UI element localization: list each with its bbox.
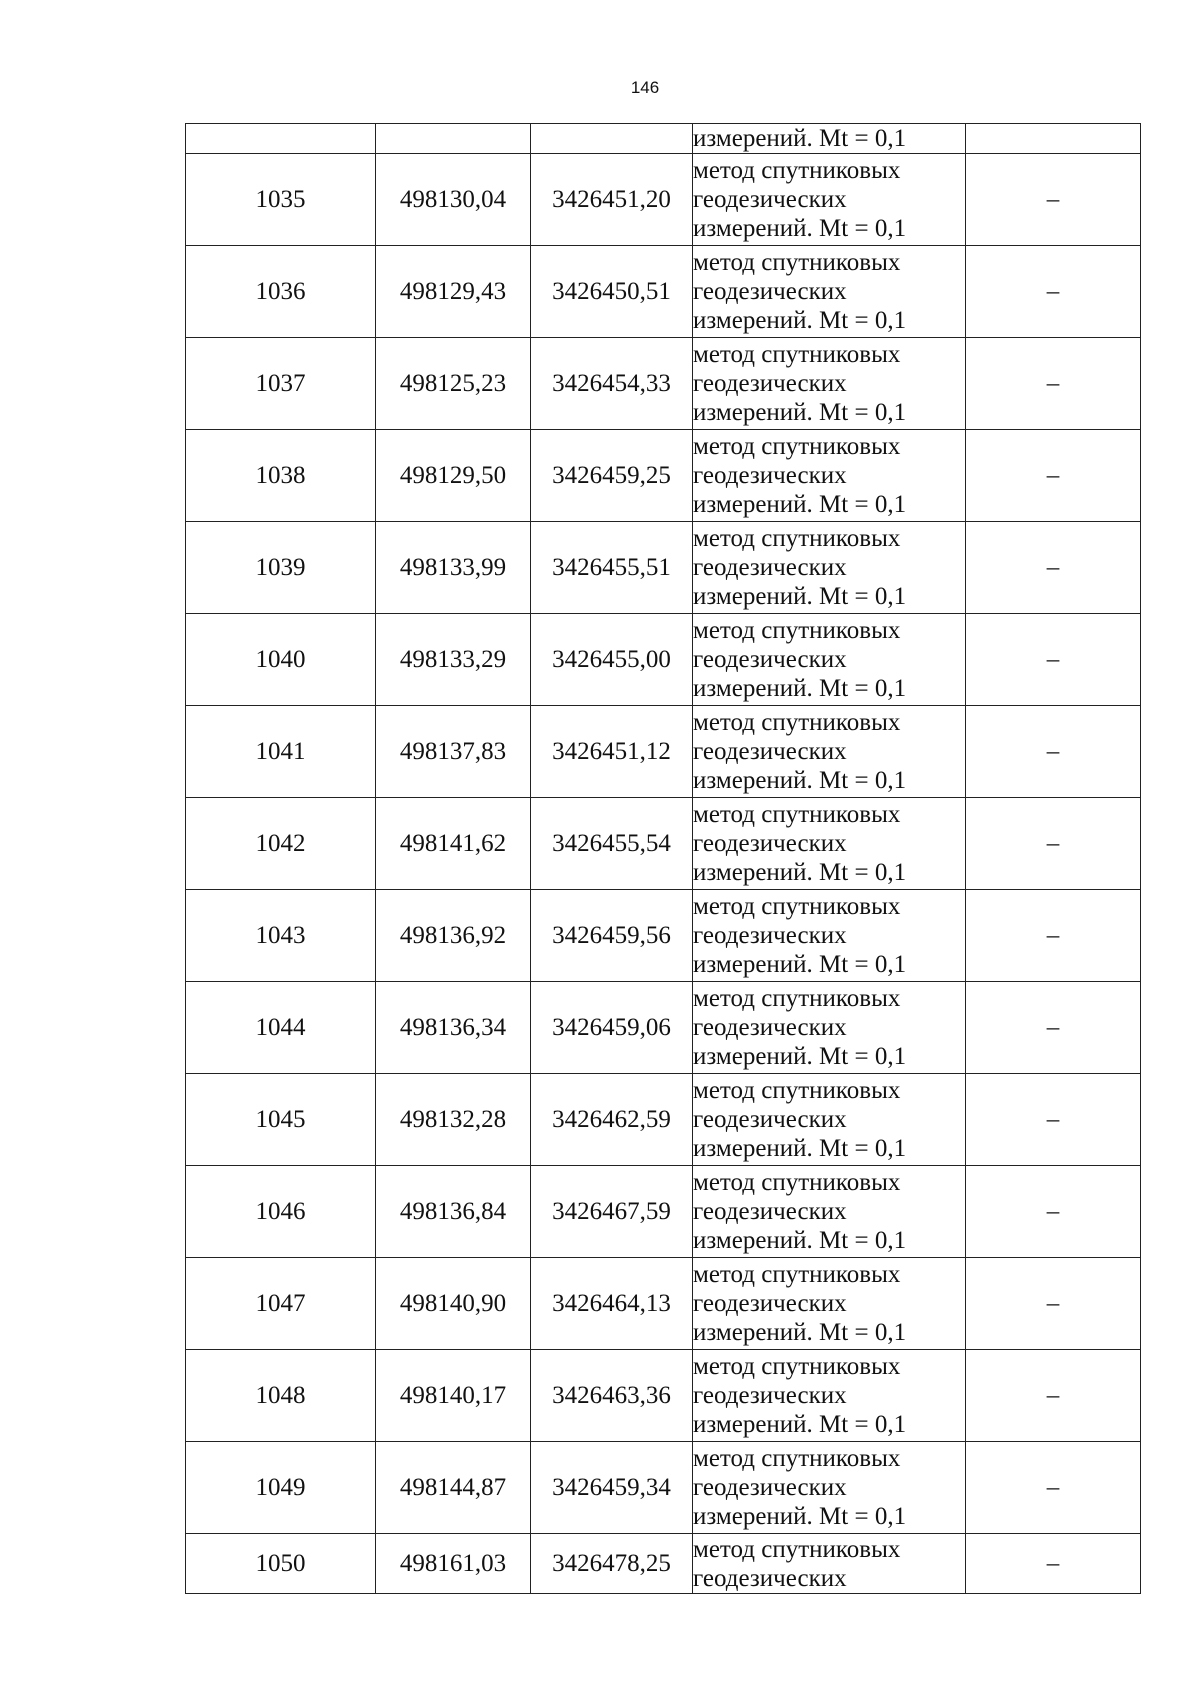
method-text: измерений. Mt = 0,1 — [693, 859, 907, 886]
point-number-cell: 1050 — [186, 1534, 376, 1594]
x-coordinate-cell: 498130,04 — [376, 154, 531, 246]
method-text: измерений. Mt = 0,1 — [693, 1135, 907, 1162]
note-cell: – — [966, 430, 1141, 522]
point-number-cell: 1048 — [186, 1350, 376, 1442]
x-coordinate-cell: 498144,87 — [376, 1442, 531, 1534]
method-text: метод спутниковых — [693, 1445, 901, 1472]
table-row — [186, 890, 1141, 982]
note-cell: – — [966, 246, 1141, 338]
method-cell — [693, 798, 966, 890]
point-number-cell: 1040 — [186, 614, 376, 706]
method-cell — [693, 1442, 966, 1534]
point-number-cell: 1041 — [186, 706, 376, 798]
method-text: метод спутниковых — [693, 157, 901, 184]
y-coordinate-cell: 3426463,36 — [531, 1350, 693, 1442]
x-coordinate-cell: 498133,29 — [376, 614, 531, 706]
method-text: метод спутниковых — [693, 617, 901, 644]
table-row — [186, 154, 1141, 246]
note-cell: – — [966, 1258, 1141, 1350]
method-text: геодезических — [693, 1014, 847, 1041]
table-row — [186, 522, 1141, 614]
method-text: геодезических — [693, 1564, 847, 1592]
method-text: геодезических — [693, 646, 847, 673]
method-cell — [693, 246, 966, 338]
table-row — [186, 338, 1141, 430]
method-text: геодезических — [693, 1474, 847, 1501]
method-text: метод спутниковых — [693, 433, 901, 460]
method-text: измерений. Mt = 0,1 — [693, 951, 907, 978]
table-row — [186, 430, 1141, 522]
table-row — [186, 1258, 1141, 1350]
x-coordinate-cell: 498137,83 — [376, 706, 531, 798]
method-text: геодезических — [693, 1382, 847, 1409]
note-cell: – — [966, 1534, 1141, 1594]
method-text: геодезических — [693, 922, 847, 949]
x-coordinate-cell: 498129,50 — [376, 430, 531, 522]
x-coordinate-cell: 498125,23 — [376, 338, 531, 430]
y-coordinate-cell: 3426459,25 — [531, 430, 693, 522]
method-text: измерений. Mt = 0,1 — [693, 307, 907, 334]
method-text: геодезических — [693, 1106, 847, 1133]
table-row-partial-top — [186, 124, 1141, 154]
note-cell: – — [966, 338, 1141, 430]
y-coordinate-cell: 3426455,54 — [531, 798, 693, 890]
method-text: измерений. Mt = 0,1 — [693, 125, 907, 152]
x-coordinate-cell: 498136,92 — [376, 890, 531, 982]
x-coordinate-cell: 498136,84 — [376, 1166, 531, 1258]
method-text: измерений. Mt = 0,1 — [693, 1043, 907, 1070]
point-number-cell: 1036 — [186, 246, 376, 338]
note-cell: – — [966, 1166, 1141, 1258]
y-coordinate-cell: 3426467,59 — [531, 1166, 693, 1258]
point-number-cell: 1044 — [186, 982, 376, 1074]
table-row — [186, 1442, 1141, 1534]
point-number-cell — [186, 124, 376, 154]
note-cell: – — [966, 798, 1141, 890]
method-text: метод спутниковых — [693, 341, 901, 368]
method-text: измерений. Mt = 0,1 — [693, 583, 907, 610]
x-coordinate-cell: 498140,90 — [376, 1258, 531, 1350]
method-text: метод спутниковых — [693, 801, 901, 828]
method-text: геодезических — [693, 370, 847, 397]
x-coordinate-cell: 498161,03 — [376, 1534, 531, 1594]
table-row — [186, 706, 1141, 798]
method-text: измерений. Mt = 0,1 — [693, 399, 907, 426]
method-text: измерений. Mt = 0,1 — [693, 1503, 907, 1530]
table-row — [186, 1074, 1141, 1166]
note-cell: – — [966, 890, 1141, 982]
x-coordinate-cell: 498140,17 — [376, 1350, 531, 1442]
point-number-cell: 1049 — [186, 1442, 376, 1534]
x-coordinate-cell: 498133,99 — [376, 522, 531, 614]
point-number-cell: 1038 — [186, 430, 376, 522]
table-row — [186, 246, 1141, 338]
x-coordinate-cell: 498141,62 — [376, 798, 531, 890]
method-cell — [693, 154, 966, 246]
point-number-cell: 1042 — [186, 798, 376, 890]
method-cell — [693, 522, 966, 614]
method-text: геодезических — [693, 278, 847, 305]
method-cell — [693, 614, 966, 706]
method-cell — [693, 124, 966, 154]
note-cell: – — [966, 1074, 1141, 1166]
method-cell — [693, 430, 966, 522]
method-text: геодезических — [693, 830, 847, 857]
method-text: геодезических — [693, 738, 847, 765]
y-coordinate-cell: 3426464,13 — [531, 1258, 693, 1350]
method-cell — [693, 982, 966, 1074]
note-cell: – — [966, 154, 1141, 246]
method-text: измерений. Mt = 0,1 — [693, 1411, 907, 1438]
y-coordinate-cell: 3426459,56 — [531, 890, 693, 982]
y-coordinate-cell: 3426451,20 — [531, 154, 693, 246]
note-cell: – — [966, 706, 1141, 798]
point-number-cell: 1043 — [186, 890, 376, 982]
method-text: измерений. Mt = 0,1 — [693, 1319, 907, 1346]
point-number-cell: 1047 — [186, 1258, 376, 1350]
note-cell: – — [966, 522, 1141, 614]
method-text: метод спутниковых — [693, 1077, 901, 1104]
y-coordinate-cell: 3426459,06 — [531, 982, 693, 1074]
y-coordinate-cell: 3426451,12 — [531, 706, 693, 798]
method-text: измерений. Mt = 0,1 — [693, 767, 907, 794]
y-coordinate-cell: 3426454,33 — [531, 338, 693, 430]
method-text: геодезических — [693, 1290, 847, 1317]
y-coordinate-cell — [531, 124, 693, 154]
coordinates-table — [185, 123, 1141, 1594]
method-text: геодезических — [693, 554, 847, 581]
y-coordinate-cell: 3426459,34 — [531, 1442, 693, 1534]
table-row — [186, 1534, 1141, 1594]
table-row — [186, 798, 1141, 890]
method-text: геодезических — [693, 1198, 847, 1225]
y-coordinate-cell: 3426455,00 — [531, 614, 693, 706]
point-number-cell: 1046 — [186, 1166, 376, 1258]
method-cell — [693, 1534, 966, 1594]
y-coordinate-cell: 3426450,51 — [531, 246, 693, 338]
method-cell — [693, 1258, 966, 1350]
method-text: измерений. Mt = 0,1 — [693, 675, 907, 702]
note-cell — [966, 124, 1141, 154]
method-text: измерений. Mt = 0,1 — [693, 1227, 907, 1254]
note-cell: – — [966, 1350, 1141, 1442]
point-number-cell: 1037 — [186, 338, 376, 430]
page-number: 146 — [630, 78, 660, 97]
method-text: метод спутниковых — [693, 709, 901, 736]
x-coordinate-cell: 498136,34 — [376, 982, 531, 1074]
method-cell — [693, 1350, 966, 1442]
note-cell: – — [966, 614, 1141, 706]
table-row — [186, 1166, 1141, 1258]
method-text: метод спутниковых — [693, 893, 901, 920]
method-text: измерений. Mt = 0,1 — [693, 215, 907, 242]
method-cell — [693, 890, 966, 982]
method-text: геодезических — [693, 462, 847, 489]
method-text: измерений. Mt = 0,1 — [693, 491, 907, 518]
point-number-cell: 1039 — [186, 522, 376, 614]
method-text: метод спутниковых — [693, 1353, 901, 1380]
method-text: метод спутниковых — [693, 249, 901, 276]
method-cell — [693, 338, 966, 430]
method-cell — [693, 1166, 966, 1258]
method-cell — [693, 706, 966, 798]
point-number-cell: 1045 — [186, 1074, 376, 1166]
method-text: метод спутниковых — [693, 985, 901, 1012]
method-text: метод спутниковых — [693, 1535, 901, 1563]
y-coordinate-cell: 3426462,59 — [531, 1074, 693, 1166]
point-number-cell: 1035 — [186, 154, 376, 246]
x-coordinate-cell: 498129,43 — [376, 246, 531, 338]
table-row — [186, 614, 1141, 706]
note-cell: – — [966, 982, 1141, 1074]
y-coordinate-cell: 3426455,51 — [531, 522, 693, 614]
method-cell — [693, 1074, 966, 1166]
x-coordinate-cell — [376, 124, 531, 154]
method-text: метод спутниковых — [693, 525, 901, 552]
method-text: геодезических — [693, 186, 847, 213]
method-text: метод спутниковых — [693, 1169, 901, 1196]
method-text: метод спутниковых — [693, 1261, 901, 1288]
table-row — [186, 1350, 1141, 1442]
y-coordinate-cell: 3426478,25 — [531, 1534, 693, 1594]
note-cell: – — [966, 1442, 1141, 1534]
table-row — [186, 982, 1141, 1074]
coordinates-table-body — [186, 124, 1141, 1594]
x-coordinate-cell: 498132,28 — [376, 1074, 531, 1166]
